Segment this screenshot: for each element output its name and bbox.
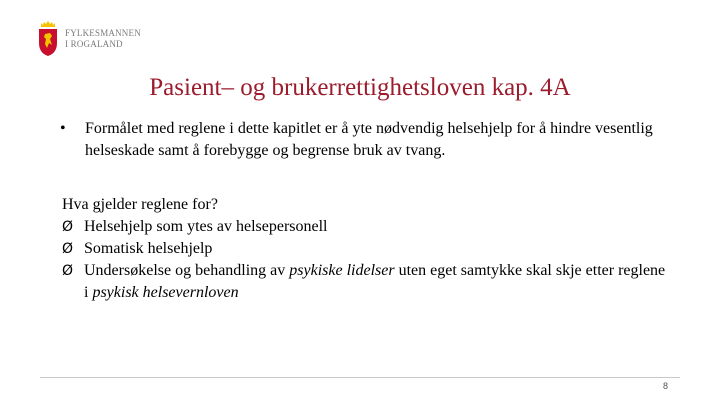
intro-text: Formålet med reglene i dette kapitlet er å yte nødvendig helsehjelp for å hindre vesentlig helseskade samt å forebygge og begrense bruk av tvang. bbox=[85, 120, 653, 159]
logo-line-1: FYLKESMANNEN bbox=[65, 28, 141, 38]
arrow-bullet-icon: Ø bbox=[62, 219, 74, 235]
list-item-italic-1: psykiske lidelser bbox=[289, 262, 395, 279]
list-item-text-part-2: uten eget samtykke skal skje etter reglene i bbox=[84, 262, 666, 301]
list-item bbox=[62, 238, 672, 260]
organization-logo bbox=[37, 20, 141, 58]
slide-title: Pasient– og brukerrettighetsloven kap. 4A bbox=[149, 74, 571, 101]
intro-paragraph bbox=[60, 118, 670, 162]
list-item-text-part-1: Undersøkelse og behandling av bbox=[84, 262, 290, 279]
list-item bbox=[62, 216, 672, 238]
question-heading: Hva gjelder reglene for? bbox=[62, 196, 218, 213]
list-item bbox=[62, 260, 672, 304]
footer-divider bbox=[40, 377, 680, 378]
list-item-text: Somatisk helsehjelp bbox=[84, 240, 213, 257]
logo-line-2: I ROGALAND bbox=[65, 39, 123, 49]
scope-list bbox=[62, 216, 672, 304]
list-item-italic-2: psykisk helsevernloven bbox=[92, 284, 239, 301]
arrow-bullet-icon: Ø bbox=[62, 263, 74, 279]
arrow-bullet-icon: Ø bbox=[62, 241, 74, 257]
bullet-marker: • bbox=[60, 120, 66, 137]
page-number: 8 bbox=[662, 381, 668, 391]
list-item-text: Helsehjelp som ytes av helsepersonell bbox=[84, 218, 328, 235]
coat-of-arms-icon bbox=[37, 21, 59, 57]
logo-text bbox=[65, 28, 141, 50]
